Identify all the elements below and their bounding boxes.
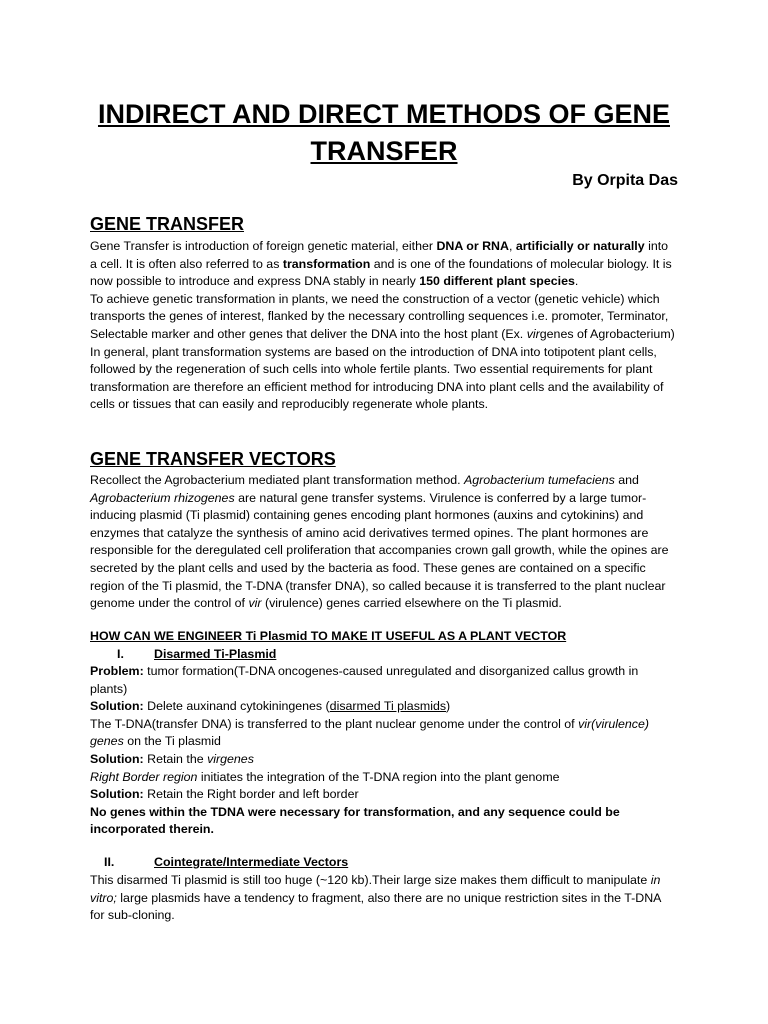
title-line-1: INDIRECT AND DIRECT METHODS OF GENE	[97, 99, 670, 129]
section-title-disarmed: Disarmed Ti-Plasmid	[154, 647, 277, 661]
list-cointegrate: This disarmed Ti plasmid is still too huge (~120 kb).Their large size makes them difficult to manipulate in vitro; large plasmids have a tendency to fragment, also there are no unique restriction sites in the T-DNA for sub-cloning.	[90, 873, 661, 923]
author-byline: By Orpita Das	[572, 172, 678, 189]
paragraph-vectors: Recollect the Agrobacterium mediated plant transformation method. Agrobacterium tumefaciens and Agrobacterium rhizogenes are natural gene transfer systems. Virulence is conferred by a large tumor-inducing plasmid (Ti plasmid) containing genes encoding plant hormones (auxins and cytokinins) and enzymes that catalyze the synthesis of amino acid derivatives termed opines. The plant hormones are responsible for the deregulated cell proliferation that accompanies crown gall growth, while the opines are secreted by the plant cells and used by the bacteria as food. These genes are contained on a specific region of the Ti plasmid, the T-DNA (transfer DNA), so called because it is transferred to the plant nuclear genome under the control of vir (virulence) genes carried elsewhere on the Ti plasmid.	[90, 473, 669, 611]
section-title-cointegrate: Cointegrate/Intermediate Vectors	[154, 855, 349, 869]
heading-gene-transfer-vectors: GENE TRANSFER VECTORS	[90, 449, 336, 469]
section-number-1: I.	[117, 647, 124, 661]
title-line-2: TRANSFER	[310, 136, 458, 166]
list-disarmed: Problem: tumor formation(T-DNA oncogenes-caused unregulated and disorganized callus growth in plants) Solution: Delete auxinand cytokiningenes (disarmed Ti plasmids) The T-DNA(transfer DNA) is transferred to the plant nuclear genome under the control of vir(virulence) genes on the Ti plasmid Solution: Retain the virgenes Right Border region initiates the integration of the T-DNA region into the plant genome Solution: Retain the Right border and left border No genes within the TDNA were necessary for transformation, and any sequence could be incorporated therein.	[90, 664, 649, 837]
heading-gene-transfer: GENE TRANSFER	[90, 214, 245, 234]
section-number-2: II.	[104, 855, 115, 869]
paragraph-gene-transfer-intro: Gene Transfer is introduction of foreign genetic material, either DNA or RNA, artificially or naturally into a cell. It is often also referred to as transformation and is one of the foundations of molecular biology. It is now possible to introduce and express DNA stably in nearly 150 different plant species. To achieve genetic transformation in plants, we need the construction of a vector (genetic vehicle) which transports the genes of interest, flanked by the necessary controlling sequences i.e. promoter, Terminator, Selectable marker and other genes that deliver the DNA into the host plant (Ex. virgenes of Agrobacterium) In general, plant transformation systems are based on the introduction of DNA into totipotent plant cells, followed by the regeneration of such cells into whole fertile plants. Two essential requirements for plant transformation are therefore an efficient method for introducing DNA into plant cells and the availability of cells or tissues that can easily and reproducibly regenerate whole plants.	[90, 239, 675, 412]
document-title	[90, 96, 678, 170]
heading-engineer-ti-plasmid: HOW CAN WE ENGINEER Ti Plasmid TO MAKE IT USEFUL AS A PLANT VECTOR	[90, 629, 567, 643]
